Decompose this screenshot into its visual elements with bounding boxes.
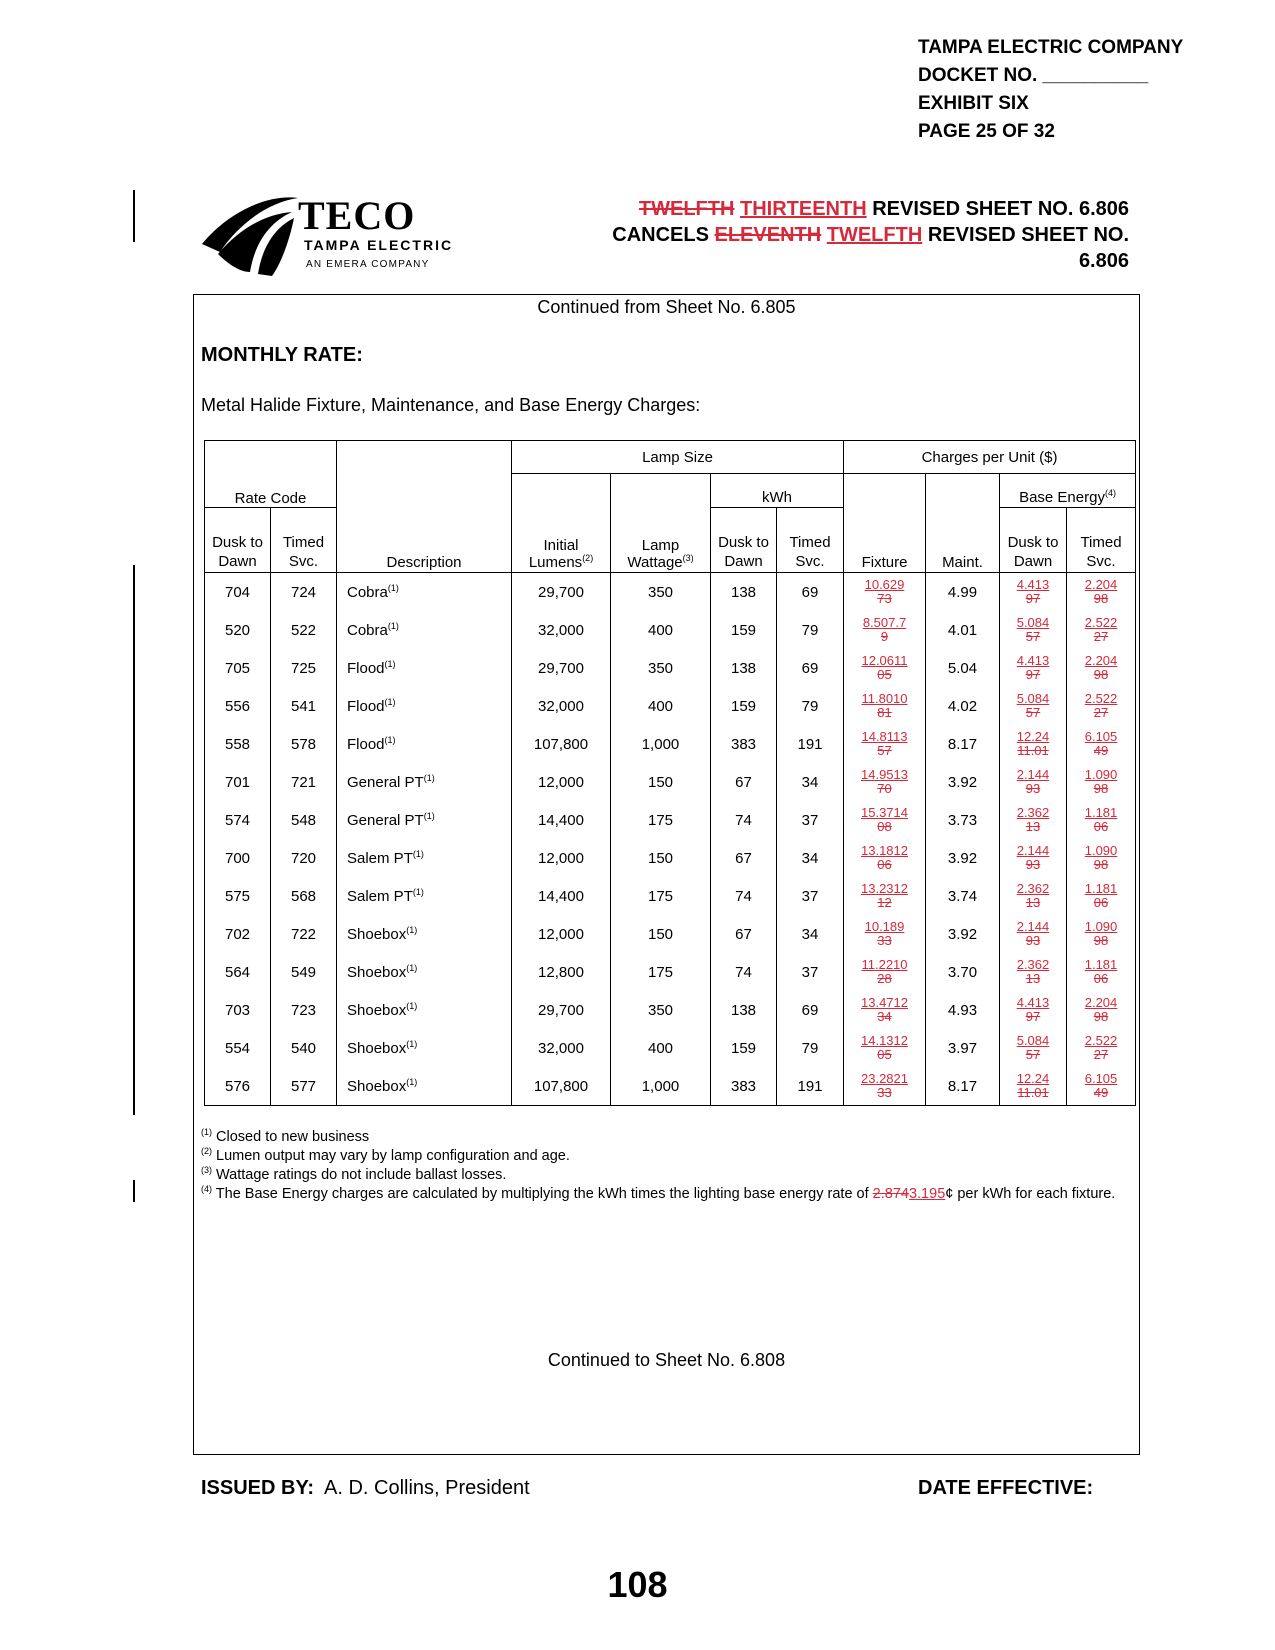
table-row [205,573,1136,612]
kwh-dusk: 138 [711,991,777,1029]
rate-code-timed-header: Timed Svc. [271,508,337,573]
maint-charge: 4.02 [926,687,1000,725]
lamp-wattage: 400 [611,611,711,649]
fixture-charge: 14.1312 05 [844,1029,926,1067]
continued-from: Continued from Sheet No. 6.805 [537,297,796,317]
description-cell: Salem PT$^{(1)}$ [337,839,512,877]
footnotes [201,1128,1131,1204]
kwh-dusk: 159 [711,687,777,725]
footnote-4: $^{(4)}$ The Base Energy charges are calculated by multiplying the kWh times the lighting base energy rate of 2.8743.195¢ per kWh for each fixture. [201,1184,1116,1202]
fixture-charge: 23.2821 33 [844,1067,926,1106]
initial-lumens: 14,400 [512,877,611,915]
rate-code-timed: 724 [271,573,337,612]
sheet-line-3: 6.806 [1078,250,1129,272]
fixture-charge: 12.0611 05 [844,649,926,687]
base-energy-dusk-header: Dusk to Dawn [1000,508,1067,573]
base-energy-timed: 2.522 27 [1067,611,1136,649]
rate-code-timed: 723 [271,991,337,1029]
kwh-dusk: 74 [711,877,777,915]
base-energy-dusk: 2.144 93 [1000,763,1067,801]
base-energy-timed: 6.105 49 [1067,725,1136,763]
footnote-3: $^{(3)}$ Wattage ratings do not include ballast losses. [201,1165,507,1183]
monthly-rate-heading: MONTHLY RATE: [201,344,363,366]
rate-code-dusk: 700 [205,839,271,877]
fixture-charge: 14.9513 70 [844,763,926,801]
sheet-title [489,196,1129,274]
lamp-size-header: Lamp Size [512,441,844,474]
fixture-charge: 13.2312 12 [844,877,926,915]
page-of-label: PAGE 25 OF 32 [918,121,1055,142]
lamp-wattage: 350 [611,991,711,1029]
rate-code-timed: 548 [271,801,337,839]
sheet-line-1 [489,196,1129,222]
kwh-dusk: 159 [711,611,777,649]
base-energy-dusk: 5.084 57 [1000,1029,1067,1067]
kwh-header: kWh [711,474,844,508]
rate-code-timed: 720 [271,839,337,877]
lamp-wattage: 350 [611,649,711,687]
maint-charge: 3.70 [926,953,1000,991]
kwh-timed: 69 [777,649,844,687]
rate-code-dusk: 576 [205,1067,271,1106]
initial-lumens: 12,800 [512,953,611,991]
description-cell: Shoebox$^{(1)}$ [337,1029,512,1067]
kwh-dusk: 74 [711,953,777,991]
base-energy-timed: 2.204 98 [1067,573,1136,612]
base-energy-dusk: 4.413 97 [1000,573,1067,612]
charges-per-unit-header: Charges per Unit ($) [844,441,1136,474]
rate-code-dusk: 702 [205,915,271,953]
inserted-ordinal: THIRTEENTH [740,198,867,220]
kwh-dusk: 67 [711,915,777,953]
cancels-deleted: ELEVENTH [714,224,822,246]
kwh-timed: 69 [777,991,844,1029]
description-cell: General PT$^{(1)}$ [337,801,512,839]
lamp-wattage: 350 [611,573,711,612]
description-cell: Shoebox$^{(1)}$ [337,991,512,1029]
kwh-timed: 37 [777,953,844,991]
description-cell: Salem PT$^{(1)}$ [337,877,512,915]
rate-code-dusk: 564 [205,953,271,991]
rate-code-dusk: 554 [205,1029,271,1067]
maint-charge: 8.17 [926,725,1000,763]
rate-code-dusk-header: Dusk to Dawn [205,508,271,573]
rate-code-timed: 578 [271,725,337,763]
initial-lumens: 29,700 [512,991,611,1029]
rate-code-timed: 540 [271,1029,337,1067]
base-energy-timed: 2.204 98 [1067,649,1136,687]
maint-header: Maint. [926,474,1000,573]
rate-code-dusk: 556 [205,687,271,725]
base-energy-timed: 1.090 98 [1067,763,1136,801]
fixture-charge: 14.8113 57 [844,725,926,763]
maint-charge: 3.92 [926,763,1000,801]
rate-code-dusk: 705 [205,649,271,687]
company-name: TAMPA ELECTRIC COMPANY [918,37,1184,58]
base-energy-timed: 1.090 98 [1067,839,1136,877]
description-cell: General PT$^{(1)}$ [337,763,512,801]
date-effective-label: DATE EFFECTIVE: [918,1477,1094,1499]
rate-code-dusk: 701 [205,763,271,801]
table-row [205,763,1136,801]
kwh-dusk: 138 [711,573,777,612]
description-header: Description [337,441,512,573]
logo-tagline: AN EMERA COMPANY [306,259,430,270]
fixture-charge: 11.8010 81 [844,687,926,725]
kwh-timed: 34 [777,839,844,877]
rate-code-timed: 549 [271,953,337,991]
table-row [205,725,1136,763]
rate-code-timed: 721 [271,763,337,801]
sheet-line-2-suffix: REVISED SHEET NO. [927,224,1129,246]
maint-charge: 5.04 [926,649,1000,687]
initial-lumens: 107,800 [512,725,611,763]
base-energy-timed: 2.522 27 [1067,1029,1136,1067]
kwh-dusk: 67 [711,839,777,877]
maint-charge: 8.17 [926,1067,1000,1106]
kwh-timed: 79 [777,1029,844,1067]
kwh-timed: 34 [777,763,844,801]
kwh-timed: 191 [777,1067,844,1106]
revision-bar [133,1180,135,1202]
table-row [205,649,1136,687]
initial-lumens: 12,000 [512,839,611,877]
lamp-wattage: 150 [611,839,711,877]
rate-table-body [205,573,1136,1106]
maint-charge: 3.92 [926,839,1000,877]
cancels-inserted: TWELFTH [826,224,923,246]
initial-lumens: 32,000 [512,687,611,725]
exhibit-label: EXHIBIT SIX [918,93,1029,114]
fixture-charge: 8.507.7 9 [844,611,926,649]
maint-charge: 4.01 [926,611,1000,649]
table-row [205,687,1136,725]
lamp-wattage: 400 [611,687,711,725]
base-energy-timed: 2.204 98 [1067,991,1136,1029]
teco-logo [200,192,520,277]
base-energy-timed-header: Timed Svc. [1067,508,1136,573]
base-energy-dusk: 5.084 57 [1000,687,1067,725]
base-energy-timed: 1.181 06 [1067,877,1136,915]
base-energy-dusk: 2.362 13 [1000,801,1067,839]
footnote-2: $^{(2)}$ Lumen output may vary by lamp configuration and age. [201,1146,570,1164]
kwh-timed: 191 [777,725,844,763]
initial-lumens: 32,000 [512,611,611,649]
footnote-1: $^{(1)}$ Closed to new business [201,1127,370,1145]
lamp-wattage: 400 [611,1029,711,1067]
lamp-wattage: 1,000 [611,1067,711,1106]
base-energy-timed: 1.090 98 [1067,915,1136,953]
issued-by [201,1477,530,1500]
rate-code-timed: 541 [271,687,337,725]
initial-lumens: 12,000 [512,915,611,953]
rate-code-dusk: 575 [205,877,271,915]
base-energy-timed: 1.181 06 [1067,953,1136,991]
fixture-charge: 13.4712 34 [844,991,926,1029]
rate-table [204,440,1136,1106]
kwh-timed: 79 [777,687,844,725]
table-row [205,877,1136,915]
rate-code-timed: 568 [271,877,337,915]
table-row [205,953,1136,991]
initial-lumens: 107,800 [512,1067,611,1106]
table-row [205,1029,1136,1067]
description-cell: Shoebox$^{(1)}$ [337,1067,512,1106]
base-energy-timed: 6.105 49 [1067,1067,1136,1106]
issued-by-name: A. D. Collins, President [324,1477,530,1499]
kwh-timed: 69 [777,573,844,612]
maint-charge: 3.74 [926,877,1000,915]
initial-lumens-header: Initial Lumens$^{(2)}$ [512,474,611,573]
initial-lumens: 32,000 [512,1029,611,1067]
description-cell: Cobra$^{(1)}$ [337,573,512,612]
revision-bar [133,190,135,242]
base-energy-timed: 1.181 06 [1067,801,1136,839]
deleted-ordinal: TWELFTH [638,198,735,220]
lamp-wattage: 175 [611,801,711,839]
base-energy-dusk: 2.362 13 [1000,877,1067,915]
kwh-dusk-header: Dusk to Dawn [711,508,777,573]
maint-charge: 4.93 [926,991,1000,1029]
table-row [205,915,1136,953]
continued-to: Continued to Sheet No. 6.808 [547,1350,786,1370]
base-energy-header: Base Energy$^{(4)}$ [1000,474,1136,508]
table-row [205,801,1136,839]
base-energy-dusk: 4.413 97 [1000,649,1067,687]
header-block [918,34,1183,146]
rate-code-dusk: 574 [205,801,271,839]
maint-charge: 4.99 [926,573,1000,612]
base-energy-dusk: 12.24 11.01 [1000,725,1067,763]
kwh-timed-header: Timed Svc. [777,508,844,573]
initial-lumens: 12,000 [512,763,611,801]
rate-code-timed: 577 [271,1067,337,1106]
rate-code-dusk: 703 [205,991,271,1029]
description-cell: Flood$^{(1)}$ [337,649,512,687]
base-energy-timed: 2.522 27 [1067,687,1136,725]
description-cell: Shoebox$^{(1)}$ [337,915,512,953]
table-row [205,991,1136,1029]
rate-code-timed: 522 [271,611,337,649]
base-energy-dusk: 2.144 93 [1000,839,1067,877]
table-row [205,611,1136,649]
lamp-wattage: 150 [611,763,711,801]
rate-code-dusk: 704 [205,573,271,612]
fixture-charge: 10.629 73 [844,573,926,612]
rate-code-header: Rate Code [205,441,337,508]
kwh-dusk: 67 [711,763,777,801]
fixture-charge: 11.2210 28 [844,953,926,991]
kwh-dusk: 383 [711,1067,777,1106]
lamp-wattage: 175 [611,953,711,991]
base-energy-dusk: 4.413 97 [1000,991,1067,1029]
maint-charge: 3.97 [926,1029,1000,1067]
initial-lumens: 14,400 [512,801,611,839]
kwh-dusk: 383 [711,725,777,763]
fixture-charge: 13.1812 06 [844,839,926,877]
rate-code-dusk: 558 [205,725,271,763]
fixture-charge: 10.189 33 [844,915,926,953]
kwh-dusk: 138 [711,649,777,687]
section-heading: Metal Halide Fixture, Maintenance, and Base Energy Charges: [201,395,701,415]
rate-code-timed: 725 [271,649,337,687]
lamp-wattage-header: Lamp Wattage$^{(3)}$ [611,474,711,573]
logo-wordmark: TECO [298,193,416,238]
sheet-line-1-suffix: REVISED SHEET NO. 6.806 [872,198,1129,220]
initial-lumens: 29,700 [512,649,611,687]
rate-code-timed: 722 [271,915,337,953]
base-energy-dusk: 2.144 93 [1000,915,1067,953]
kwh-dusk: 159 [711,1029,777,1067]
issued-by-label: ISSUED BY: [201,1477,314,1499]
kwh-timed: 37 [777,877,844,915]
logo-subtitle: TAMPA ELECTRIC [304,237,454,253]
description-cell: Cobra$^{(1)}$ [337,611,512,649]
base-energy-dusk: 5.084 57 [1000,611,1067,649]
sheet-line-2 [489,222,1129,248]
docket-number: DOCKET NO. __________ [918,65,1149,86]
maint-charge: 3.92 [926,915,1000,953]
table-row [205,1067,1136,1106]
table-row [205,839,1136,877]
revision-bar [133,565,135,1115]
description-cell: Flood$^{(1)}$ [337,725,512,763]
base-energy-dusk: 2.362 13 [1000,953,1067,991]
kwh-timed: 34 [777,915,844,953]
page-number: 108 [607,1564,668,1605]
base-energy-dusk: 12.24 11.01 [1000,1067,1067,1106]
cancels-label: CANCELS [612,224,709,246]
kwh-timed: 37 [777,801,844,839]
fixture-charge: 15.3714 08 [844,801,926,839]
description-cell: Shoebox$^{(1)}$ [337,953,512,991]
lamp-wattage: 150 [611,915,711,953]
initial-lumens: 29,700 [512,573,611,612]
lamp-wattage: 175 [611,877,711,915]
rate-code-dusk: 520 [205,611,271,649]
maint-charge: 3.73 [926,801,1000,839]
lamp-wattage: 1,000 [611,725,711,763]
fixture-header: Fixture [844,474,926,573]
description-cell: Flood$^{(1)}$ [337,687,512,725]
kwh-dusk: 74 [711,801,777,839]
kwh-timed: 79 [777,611,844,649]
